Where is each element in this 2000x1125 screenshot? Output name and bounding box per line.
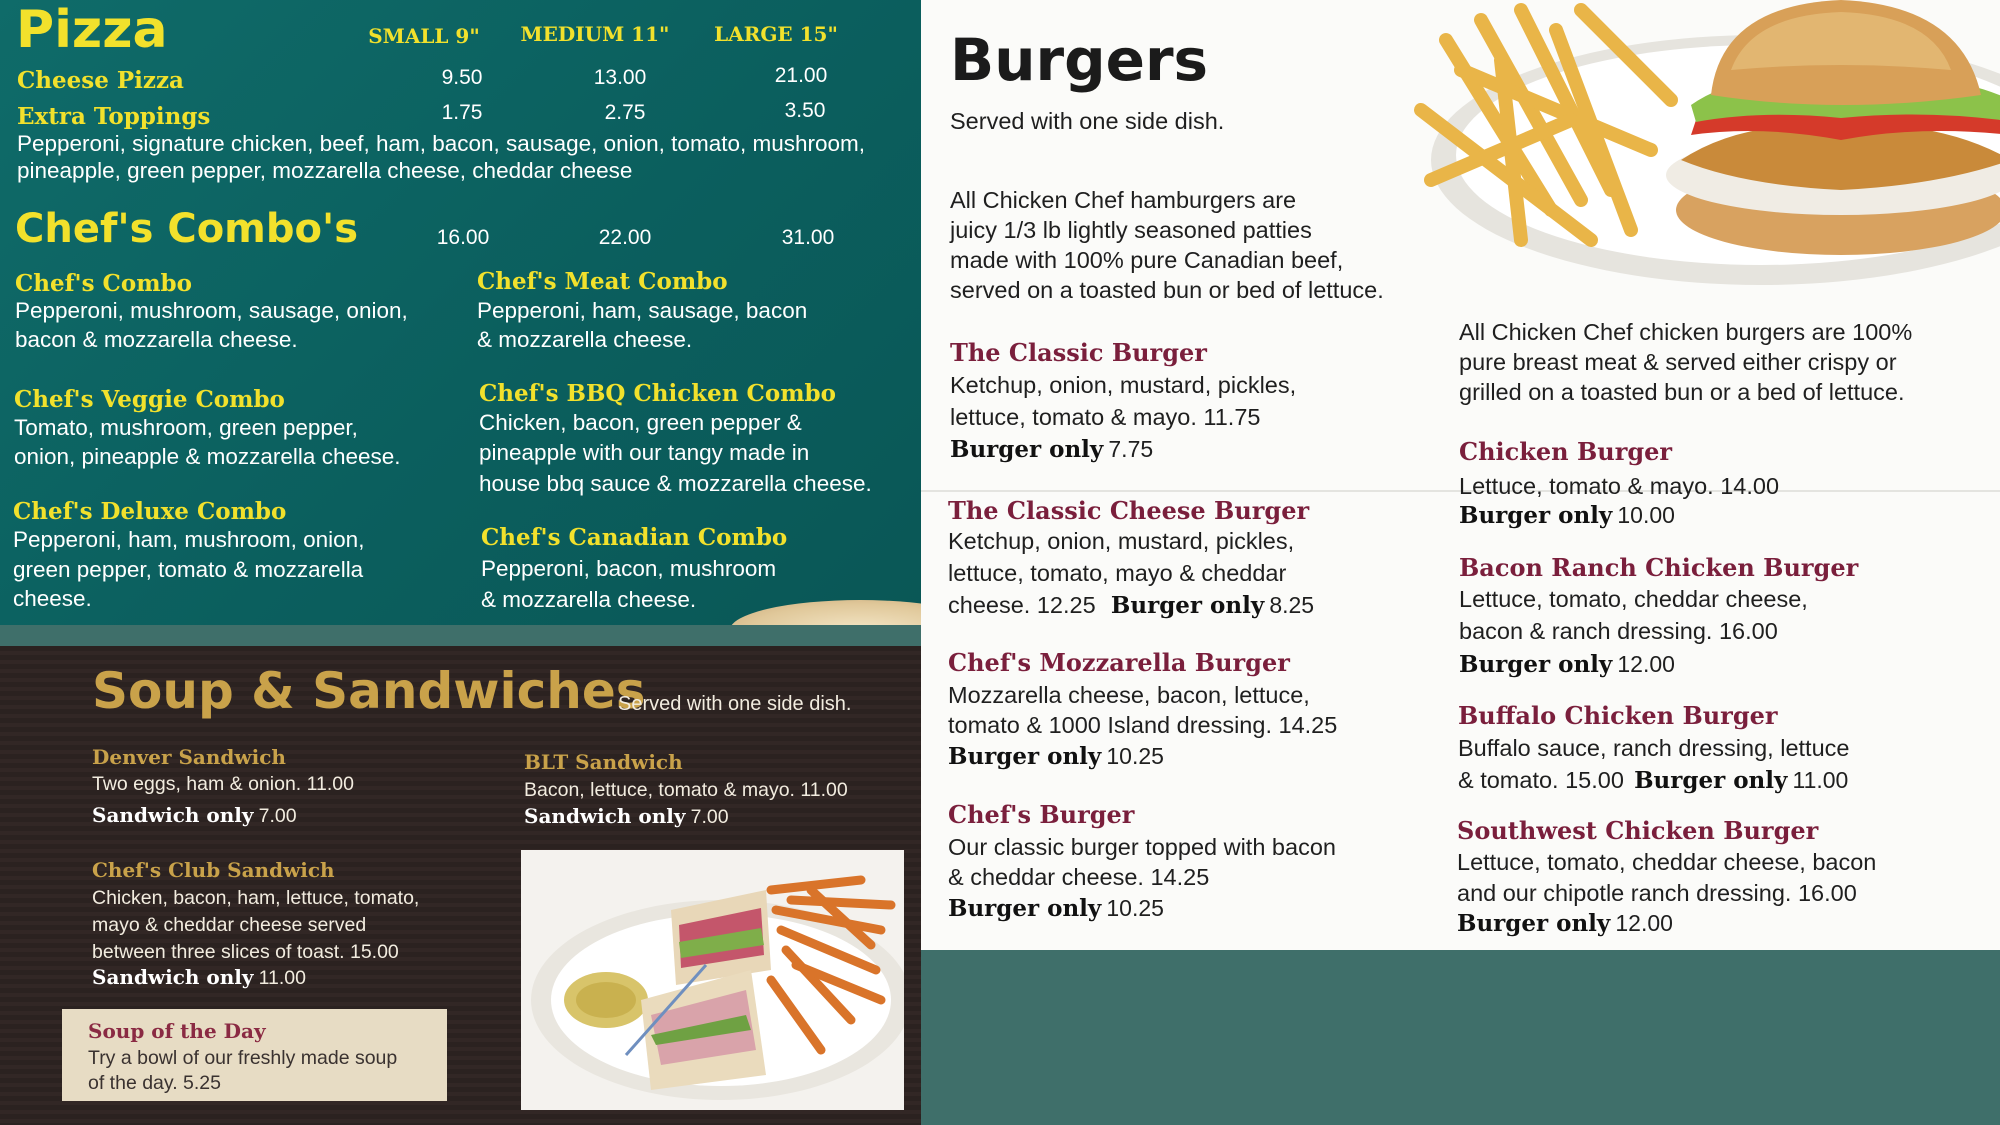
combo-name: Chef's Veggie Combo [14, 386, 285, 413]
burgers-intro-line: juicy 1/3 lb lightly seasoned patties [950, 217, 1312, 243]
burger-desc: Ketchup, onion, mustard, pickles, [950, 372, 1297, 398]
combo-name: Chef's Canadian Combo [481, 524, 788, 551]
combos-title: Chef's Combo's [15, 206, 359, 252]
chicken-burger-name: Bacon Ranch Chicken Burger [1459, 553, 1859, 582]
chicken-burger-name: Southwest Chicken Burger [1457, 816, 1819, 845]
burger-name: The Classic Burger [950, 338, 1207, 367]
burgers-intro-line: made with 100% pure Canadian beef, [950, 247, 1344, 273]
denver-sandwich-name: Denver Sandwich [92, 745, 286, 769]
cheese-pizza-price-medium: 13.00 [593, 66, 647, 89]
chicken-burger-desc: Buffalo sauce, ranch dressing, lettuce [1458, 735, 1850, 761]
combo-desc: Chicken, bacon, green pepper & [479, 410, 802, 435]
chicken-burger-desc: bacon & ranch dressing. 16.00 [1459, 618, 1778, 644]
combo-price-large: 31.00 [781, 226, 835, 249]
burgers-subtitle: Served with one side dish. [950, 108, 1225, 134]
club-sandwich-photo [521, 850, 904, 1110]
chicken-burger-desc: and our chipotle ranch dressing. 16.00 [1457, 880, 1857, 906]
burgers-title: Burgers [950, 26, 1209, 94]
extra-toppings-price-small: 1.75 [441, 101, 483, 124]
blt-sandwich-desc: Bacon, lettuce, tomato & mayo. 11.00 [524, 779, 848, 801]
extra-toppings-line: Pepperoni, signature chicken, beef, ham, bacon, sausage, onion, tomato, mushroom, [17, 131, 866, 156]
soup-of-the-day-desc: Try a bowl of our freshly made soup [88, 1047, 398, 1069]
size-medium-header: MEDIUM 11" [520, 22, 670, 46]
burger-desc: Ketchup, onion, mustard, pickles, [948, 528, 1295, 554]
combo-desc: Pepperoni, ham, sausage, bacon [477, 298, 808, 323]
chicken-burger-last-line: & tomato. 15.00 Burger only 11.00 [1458, 767, 1849, 794]
combo-desc: Tomato, mushroom, green pepper, [14, 415, 358, 440]
burger-only: Burger only 10.25 [948, 743, 1164, 770]
club-sandwich-desc: between three slices of toast. 15.00 [92, 941, 399, 963]
burger-name: Chef's Mozzarella Burger [948, 648, 1290, 677]
pizza-photo-edge [730, 600, 921, 625]
combo-desc: Pepperoni, bacon, mushroom [481, 556, 777, 581]
burger-name: Chef's Burger [948, 800, 1135, 829]
burger-desc: & cheddar cheese. 14.25 [948, 864, 1210, 890]
cheese-pizza-price-large: 21.00 [774, 64, 828, 87]
size-large-header: LARGE 15" [714, 22, 838, 46]
chicken-burger-name: Buffalo Chicken Burger [1458, 701, 1778, 730]
burger-desc: lettuce, tomato & mayo. 11.75 [950, 404, 1261, 430]
chicken-burger-desc: Lettuce, tomato, cheddar cheese, [1459, 586, 1808, 612]
cheese-pizza-name: Cheese Pizza [17, 67, 184, 94]
blt-sandwich-only: Sandwich only 7.00 [524, 804, 729, 828]
combo-desc: house bbq sauce & mozzarella cheese. [479, 471, 872, 496]
combo-desc: Pepperoni, ham, mushroom, onion, [13, 527, 365, 552]
combo-desc: bacon & mozzarella cheese. [15, 327, 298, 352]
chicken-burger-photo [1321, 0, 2000, 300]
extra-toppings-price-large: 3.50 [784, 99, 826, 122]
burgers-intro-line: served on a toasted bun or bed of lettuce. [950, 277, 1384, 303]
cheese-pizza-price-small: 9.50 [441, 66, 483, 89]
combo-desc: & mozzarella cheese. [481, 587, 697, 612]
burger-last-line: cheese. 12.25 Burger only 8.25 [948, 592, 1315, 619]
club-sandwich-desc: Chicken, bacon, ham, lettuce, tomato, [92, 887, 420, 909]
combo-name: Chef's Combo [15, 270, 192, 297]
chicken-intro-line: pure breast meat & served either crispy or [1459, 349, 1897, 375]
burger-only: Burger only 10.25 [948, 895, 1164, 922]
pizza-panel [0, 0, 921, 625]
burger-only: Burger only 7.75 [950, 436, 1154, 463]
soup-of-the-day-name: Soup of the Day [88, 1019, 266, 1043]
burger-desc: tomato & 1000 Island dressing. 14.25 [948, 712, 1338, 738]
burger-desc: Our classic burger topped with bacon [948, 834, 1336, 860]
combo-desc: pineapple with our tangy made in [479, 440, 810, 465]
chicken-burger-only: Burger only 12.00 [1457, 910, 1673, 937]
burger-desc: lettuce, tomato, mayo & cheddar [948, 560, 1287, 586]
extra-toppings-line: pineapple, green pepper, mozzarella cheese, cheddar cheese [17, 158, 633, 183]
combo-desc: green pepper, tomato & mozzarella [13, 557, 364, 582]
soup-subtitle: Served with one side dish. [618, 693, 852, 715]
combo-desc: onion, pineapple & mozzarella cheese. [14, 444, 401, 469]
burger-name: The Classic Cheese Burger [948, 496, 1310, 525]
denver-sandwich-desc: Two eggs, ham & onion. 11.00 [92, 773, 354, 795]
soup-sandwiches-title: Soup & Sandwiches [92, 662, 646, 720]
combo-desc: & mozzarella cheese. [477, 327, 693, 352]
club-sandwich-desc: mayo & cheddar cheese served [92, 914, 367, 936]
chicken-burger-only: Burger only 10.00 [1459, 502, 1675, 529]
chicken-burger-desc: Lettuce, tomato & mayo. 14.00 [1459, 473, 1780, 499]
soup-of-the-day-box [62, 1009, 447, 1101]
pizza-title: Pizza [16, 0, 168, 60]
soup-sandwiches-panel [0, 646, 921, 1125]
chicken-burger-name: Chicken Burger [1459, 437, 1673, 466]
extra-toppings-price-medium: 2.75 [604, 101, 646, 124]
soup-of-the-day-desc: of the day. 5.25 [88, 1072, 221, 1094]
combo-desc: Pepperoni, mushroom, sausage, onion, [15, 298, 408, 323]
combo-name: Chef's Deluxe Combo [13, 498, 287, 525]
burger-desc: Mozzarella cheese, bacon, lettuce, [948, 682, 1310, 708]
extra-toppings-name: Extra Toppings [17, 103, 211, 130]
combo-name: Chef's Meat Combo [477, 268, 728, 295]
combo-name: Chef's BBQ Chicken Combo [479, 380, 836, 407]
club-sandwich-only: Sandwich only 11.00 [92, 965, 306, 989]
club-sandwich-name: Chef's Club Sandwich [92, 858, 335, 882]
combo-price-medium: 22.00 [598, 226, 652, 249]
blt-sandwich-name: BLT Sandwich [524, 750, 683, 774]
background-area [921, 950, 2000, 1125]
chicken-burger-only: Burger only 12.00 [1459, 651, 1675, 678]
chicken-burger-desc: Lettuce, tomato, cheddar cheese, bacon [1457, 849, 1877, 875]
combo-price-small: 16.00 [436, 226, 490, 249]
denver-sandwich-only: Sandwich only 7.00 [92, 803, 297, 827]
combo-desc: cheese. [13, 586, 92, 611]
chicken-intro-line: All Chicken Chef chicken burgers are 100% [1459, 319, 1913, 345]
burgers-intro-line: All Chicken Chef hamburgers are [950, 187, 1297, 213]
burgers-panel [921, 0, 2000, 950]
size-small-header: SMALL 9" [368, 24, 480, 48]
chicken-intro-line: grilled on a toasted bun or a bed of lettuce. [1459, 379, 1905, 405]
